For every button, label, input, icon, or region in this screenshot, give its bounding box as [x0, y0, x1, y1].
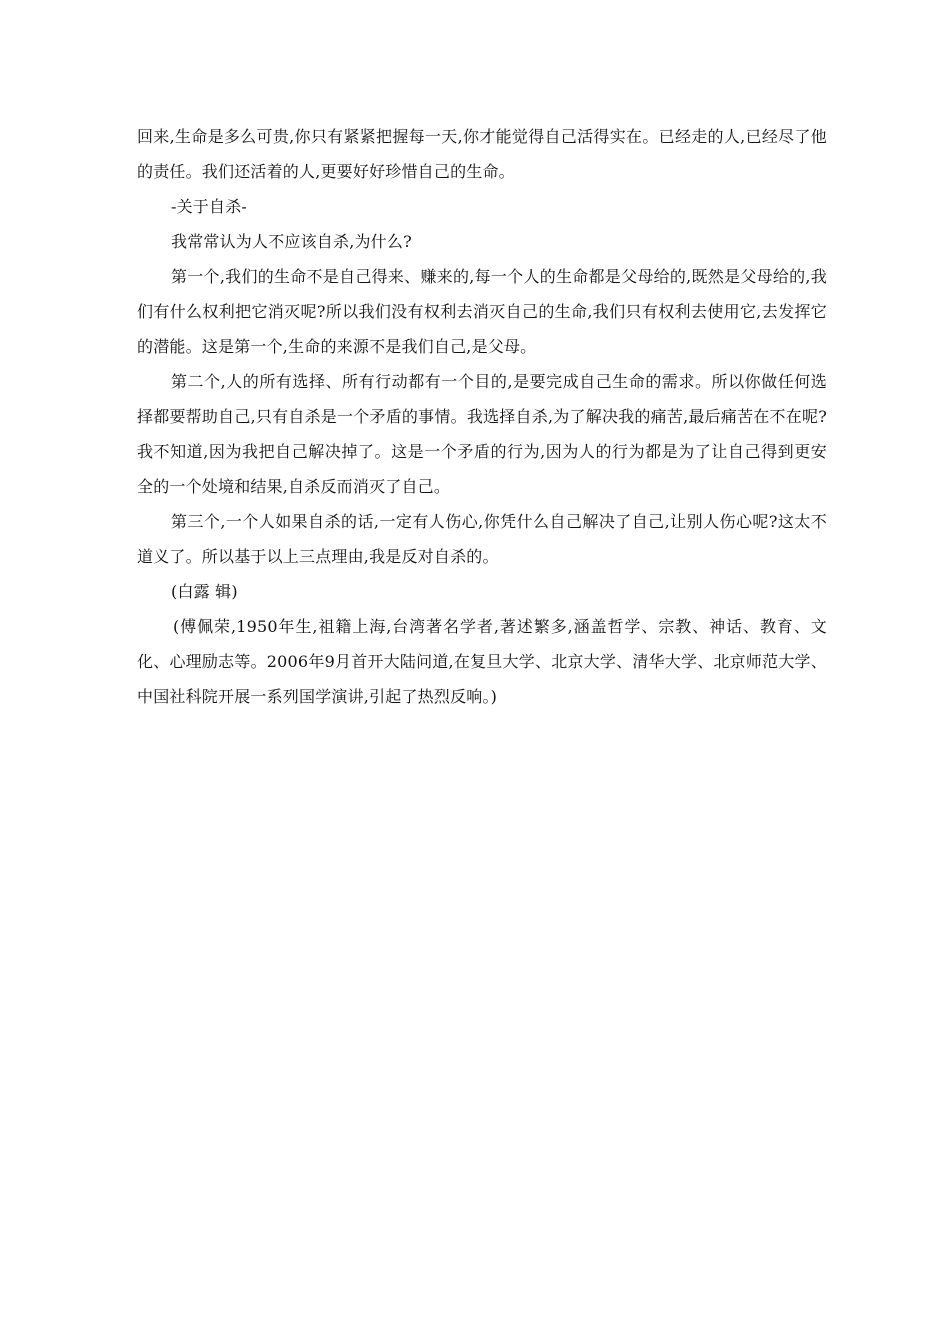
paragraph-reason-two: 第二个,人的所有选择、所有行动都有一个目的,是要完成自己生命的需求。所以你做任何选择都要帮助自己,只有自杀是一个矛盾的事情。我选择自杀,为了解决我的痛苦,最后痛苦在不在呢?我不知道,因为我把自己解决掉了。这是一个矛盾的行为,因为人的行为都是为了让自己得到更安全的一个处境和结果,自杀反而消灭了自己。 — [137, 372, 827, 496]
paragraph-continuation: 回来,生命是多么可贵,你只有紧紧把握每一天,你才能觉得自己活得实在。已经走的人,已经尽了他的责任。我们还活着的人,更要好好珍惜自己的生命。 — [137, 127, 827, 181]
author-bio: (傅佩荣,1950年生,祖籍上海,台湾著名学者,著述繁多,涵盖哲学、宗教、神话、教育、文化、心理励志等。2006年9月首开大陆问道,在复旦大学、北京大学、清华大学、北京师范大学、中国社科院开展一系列国学演讲,引起了热烈反响。) — [137, 617, 827, 706]
paragraph-reason-three: 第三个,一个人如果自杀的话,一定有人伤心,你凭什么自己解决了自己,让别人伤心呢?这太不道义了。所以基于以上三点理由,我是反对自杀的。 — [137, 512, 827, 566]
editor-credit: (白露 辑) — [171, 582, 238, 601]
section-heading: -关于自杀- — [171, 197, 248, 216]
paragraph-question: 我常常认为人不应该自杀,为什么? — [171, 232, 412, 251]
paragraph-reason-one: 第一个,我们的生命不是自己得来、赚来的,每一个人的生命都是父母给的,既然是父母给的,我们有什么权利把它消灭呢?所以我们没有权利去消灭自己的生命,我们只有权利去使用它,去发挥它的潜能。这是第一个,生命的来源不是我们自己,是父母。 — [137, 267, 827, 356]
document-body — [137, 119, 827, 714]
